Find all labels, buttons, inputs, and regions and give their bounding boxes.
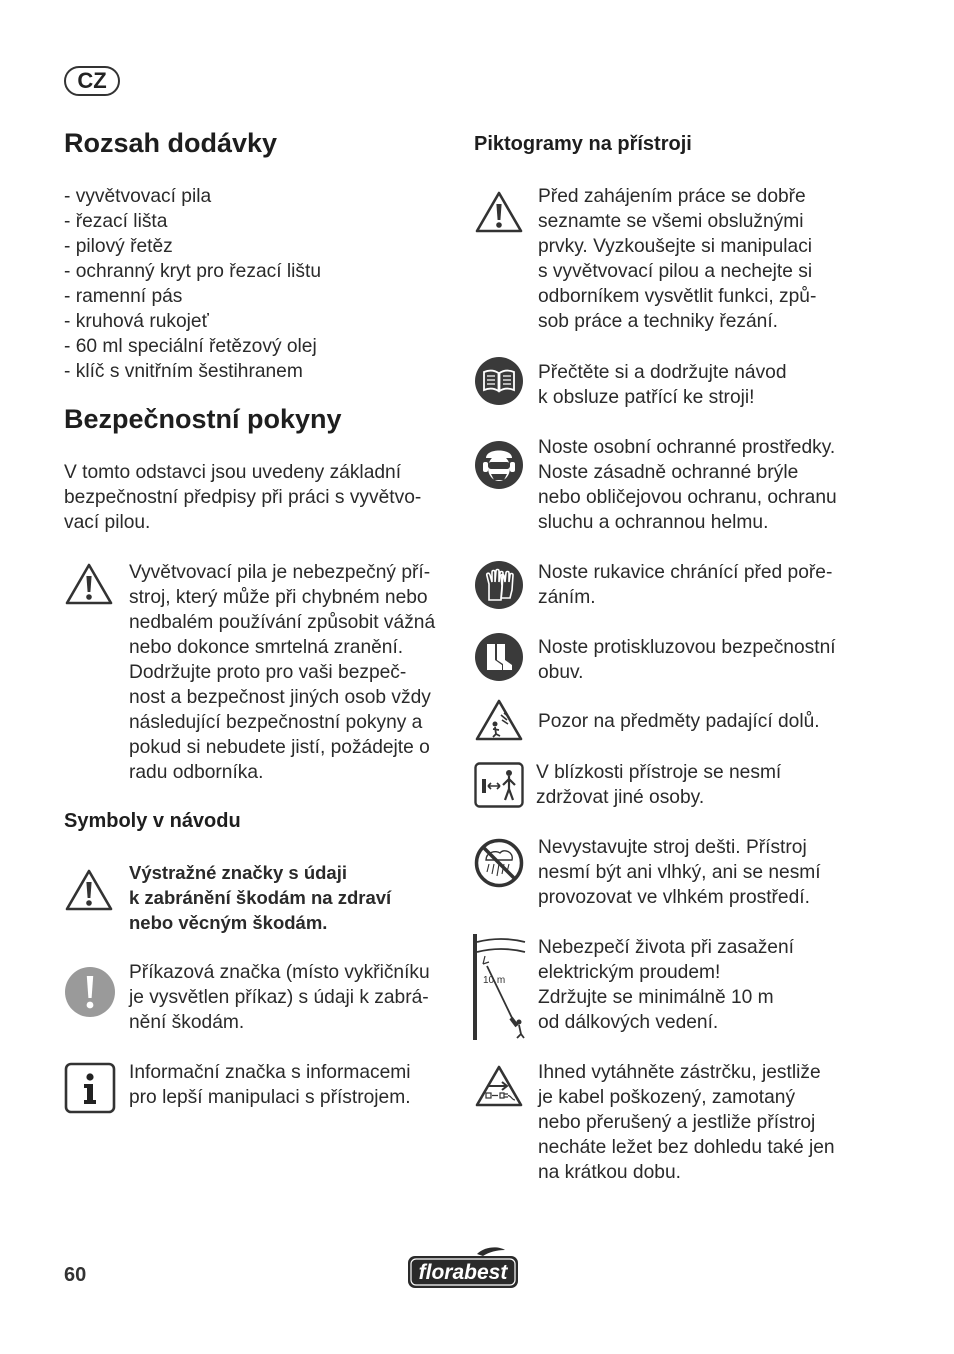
- list-item: - řezací lišta: [64, 211, 168, 232]
- text-line: je kabel poškozený, zamotaný: [538, 1087, 796, 1108]
- page-number: 60: [64, 1264, 87, 1286]
- text-line: Výstražné značky s údaji: [129, 862, 347, 883]
- text-line: Noste osobní ochranné prostředky.: [538, 437, 836, 458]
- symbol-info-text: [129, 1060, 411, 1110]
- brand-name: florabest: [418, 1261, 508, 1284]
- text-line: sob práce a techniky řezání.: [538, 311, 778, 332]
- text-line: obuv.: [538, 662, 584, 683]
- falling-objects-icon: [474, 698, 524, 742]
- pictogram-text: [538, 184, 816, 334]
- text-line: Přečtěte si a dodržujte návod: [538, 362, 787, 383]
- safety-title: Bezpečnostní pokyny: [64, 404, 342, 434]
- warning-triangle-icon: [474, 190, 524, 234]
- text-line: Pozor na předměty padající dolů.: [538, 711, 820, 732]
- text-line: nebo obličejovou ochranu, ochranu: [538, 487, 837, 508]
- text-line: Noste protiskluzovou bezpečnostní: [538, 637, 836, 658]
- info-sign-icon: [64, 1062, 116, 1114]
- list-item: - ochranný kryt pro řezací lištu: [64, 261, 321, 282]
- list-item: - ramenní pás: [64, 286, 183, 307]
- text-line: Příkazová značka (místo vykřičníku: [129, 962, 430, 983]
- language-badge: CZ: [64, 66, 120, 96]
- text-line: radu odborníka.: [129, 762, 264, 783]
- list-item: - pilový řetěz: [64, 236, 173, 257]
- warning-triangle-icon: [64, 868, 114, 912]
- text-line: necháte ležet bez dohledu také jen: [538, 1137, 835, 1158]
- list-item: - 60 ml speciální řetězový olej: [64, 336, 317, 357]
- pictogram-text: [538, 635, 836, 685]
- text-line: následující bezpečnostní pokyny a: [129, 712, 423, 733]
- power-line-distance-label: 10 m: [483, 975, 506, 986]
- pictogram-text: [538, 835, 821, 910]
- text-line: nedbalém používání způsobit vážná: [129, 612, 436, 633]
- text-line: seznamte se všemi obslužnými: [538, 211, 804, 232]
- text-line: s vyvětvovací pilou a nechejte si: [538, 261, 813, 282]
- text-line: nesmí být ani vlhký, ani se nesmí: [538, 862, 821, 883]
- text-line: nebo věcným škodám.: [129, 912, 328, 933]
- text-line: nění škodám.: [129, 1012, 245, 1033]
- warning-triangle-icon: [64, 562, 114, 606]
- warning-text: [129, 560, 435, 785]
- text-line: Nevystavujte stroj dešti. Přístroj: [538, 837, 807, 858]
- text-line: elektrickým proudem!: [538, 962, 721, 983]
- text-line: k obsluze patřící ke stroji!: [538, 387, 755, 408]
- text-line: V tomto odstavci jsou uvedeny základní: [64, 462, 402, 483]
- no-rain-icon: [474, 838, 524, 888]
- power-line-icon: [473, 934, 527, 1040]
- delivery-list: [64, 184, 321, 384]
- brand-logo: [407, 1246, 519, 1290]
- symbols-title: Symboly v návodu: [64, 810, 241, 832]
- text-line: pokud si nebudete jistí, požádejte o: [129, 737, 430, 758]
- pictogram-text: [538, 560, 832, 610]
- text-line: prvky. Vyzkoušejte si manipulaci: [538, 236, 813, 257]
- text-line: stroj, který může při chybném nebo: [129, 587, 428, 608]
- text-line: sluchu a ochrannou helmu.: [538, 512, 769, 533]
- gloves-icon: [474, 560, 524, 610]
- unplug-icon: [474, 1064, 524, 1108]
- text-line: zdržovat jiné osoby.: [536, 787, 705, 808]
- text-line: Noste rukavice chránící před poře-: [538, 562, 833, 583]
- pictogram-text: [538, 360, 787, 410]
- text-line: je vysvětlen příkaz) s údaji k zabrá-: [129, 987, 429, 1008]
- text-line: záním.: [538, 587, 596, 608]
- list-item: - kruhová rukojeť: [64, 311, 209, 332]
- text-line: V blízkosti přístroje se nesmí: [536, 762, 782, 783]
- text-line: k zabránění škodám na zdraví: [129, 887, 392, 908]
- text-line: Zdržujte se minimálně 10 m: [538, 987, 774, 1008]
- text-line: nebo dokonce smrtelná zranění.: [129, 637, 404, 658]
- text-line: Před zahájením práce se dobře: [538, 186, 806, 207]
- text-line: bezpečnostní předpisy při práci s vyvětvo-: [64, 487, 422, 508]
- mandatory-sign-icon: [64, 966, 116, 1018]
- pictogram-text: [538, 1060, 835, 1185]
- pictogram-text: [538, 935, 794, 1035]
- list-item: - vyvětvovací pila: [64, 186, 212, 207]
- symbol-mandatory-text: [129, 960, 430, 1035]
- pictogram-text: [538, 435, 837, 535]
- text-line: odborníkem vysvětlit funkci, způ-: [538, 286, 817, 307]
- text-line: Ihned vytáhněte zástrčku, jestliže: [538, 1062, 821, 1083]
- text-line: pro lepší manipulaci s přístrojem.: [129, 1087, 411, 1108]
- text-line: Vyvětvovací pila je nebezpečný pří-: [129, 562, 431, 583]
- list-item: - klíč s vnitřním šestihranem: [64, 361, 303, 382]
- text-line: provozovat ve vlhkém prostředí.: [538, 887, 810, 908]
- safety-intro: [64, 460, 421, 535]
- delivery-title: Rozsah dodávky: [64, 128, 278, 158]
- text-line: nebo přerušený a jestliže přístroj: [538, 1112, 816, 1133]
- protective-gear-icon: [474, 440, 524, 490]
- text-line: Noste zásadně ochranné brýle: [538, 462, 799, 483]
- symbol-warning-text: [129, 860, 391, 935]
- text-line: Informační značka s informacemi: [129, 1062, 411, 1083]
- text-line: Nebezpečí života při zasažení: [538, 937, 794, 958]
- safety-boots-icon: [474, 632, 524, 682]
- pictogram-text: [536, 760, 781, 810]
- pictogram-text: [538, 709, 820, 734]
- read-manual-icon: [474, 356, 524, 406]
- text-line: Dodržujte proto pro vaši bezpeč-: [129, 662, 407, 683]
- text-line: vací pilou.: [64, 512, 151, 533]
- keep-distance-icon: [474, 762, 524, 808]
- text-line: na krátkou dobu.: [538, 1162, 681, 1183]
- text-line: nost a bezpečnost jiných osob vždy: [129, 687, 431, 708]
- text-line: od dálkových vedení.: [538, 1012, 719, 1033]
- pictograms-title: Piktogramy na přístroji: [474, 133, 692, 155]
